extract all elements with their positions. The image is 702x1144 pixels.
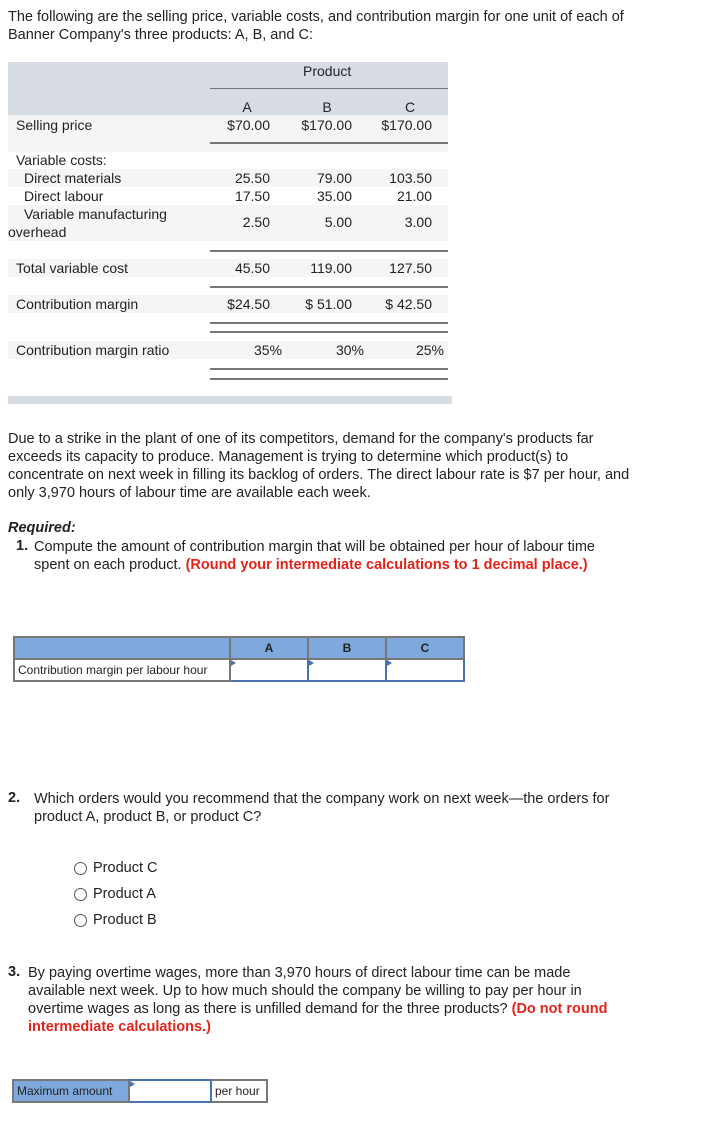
selling-price-label: Selling price — [16, 117, 93, 133]
vmo-label: Variable manufacturing — [24, 206, 167, 222]
radio-circle-icon[interactable] — [74, 914, 87, 927]
cm-per-hour-b-input[interactable] — [308, 659, 386, 681]
dl-b: 35.00 — [316, 188, 352, 204]
vmo-b: 5.00 — [324, 214, 352, 230]
radio-product-a[interactable] — [74, 886, 156, 902]
vmo-a: 2.50 — [242, 214, 270, 230]
max-amount-table — [12, 1079, 268, 1103]
max-amount-input[interactable] — [129, 1080, 211, 1102]
radio-product-c[interactable] — [74, 860, 157, 876]
cmr-c: 25% — [415, 342, 444, 358]
vmo-label-2: overhead — [8, 224, 67, 240]
q1-col-a: A — [230, 637, 308, 659]
col-b-header: B — [322, 99, 332, 115]
tvc-b: 119.00 — [310, 260, 352, 276]
contribution-margin-label: Contribution margin — [16, 296, 139, 312]
q1-number: 1. — [16, 538, 29, 554]
cm-per-hour-a-input[interactable] — [230, 659, 308, 681]
radio-product-b[interactable] — [74, 912, 157, 928]
cm-per-hour-table — [13, 636, 465, 682]
q1-question: Compute the amount of contribution margin that will be obtained per hour of labour time spent on each product. — [34, 539, 595, 573]
tvc-c: 127.50 — [389, 260, 432, 276]
vmo-c: 3.00 — [404, 214, 432, 230]
q1-note: (Round your intermediate calculations to 1 decimal place.) — [185, 557, 588, 573]
q2-text: Which orders would you recommend that the company work on next week—the orders for product A, product B, or product C? — [34, 791, 610, 825]
q3-text — [28, 964, 630, 1036]
q3-note: (Do not round intermediate calculations.) — [28, 1001, 608, 1035]
col-a-header: A — [242, 99, 252, 115]
direct-labour-label: Direct labour — [24, 188, 104, 204]
cm-a: $24.50 — [227, 296, 270, 312]
required-label: Required: — [8, 520, 76, 536]
cm-per-hour-label: Contribution margin per labour hour — [14, 659, 230, 681]
q1-col-c: C — [386, 637, 464, 659]
dm-c: 103.50 — [389, 170, 432, 186]
per-hour-label: per hour — [211, 1080, 267, 1102]
intro-text: The following are the selling price, variable costs, and contribution margin for one unit of each of Banner Company's three products: A, B, and C: — [8, 9, 624, 43]
dm-b: 79.00 — [316, 170, 352, 186]
q3-question: By paying overtime wages, more than 3,970 hours of direct labour time can be made available next week. Up to how much should the company be willing to pay per hour in overtime wages as long as there is unfilled demand for the three products? — [28, 965, 582, 1017]
cm-c: $ 42.50 — [385, 296, 432, 312]
cmr-b: 30% — [335, 342, 364, 358]
cmr-a: 35% — [253, 342, 282, 358]
col-c-header: C — [404, 99, 416, 115]
max-amount-label: Maximum amount — [13, 1080, 129, 1102]
radio-circle-icon[interactable] — [74, 862, 87, 875]
radio-label: Product B — [93, 912, 157, 928]
selling-price-a: $70.00 — [227, 117, 270, 133]
dm-a: 25.50 — [234, 170, 270, 186]
tvc-a: 45.50 — [234, 260, 270, 276]
total-variable-cost-label: Total variable cost — [16, 260, 129, 276]
radio-circle-icon[interactable] — [74, 888, 87, 901]
direct-materials-label: Direct materials — [24, 170, 122, 186]
product-group-header: Product — [303, 63, 352, 79]
cm-per-hour-c-input[interactable] — [386, 659, 464, 681]
table-footer-band — [8, 396, 452, 404]
cm-b: $ 51.00 — [305, 296, 352, 312]
scenario-text: Due to a strike in the plant of one of its competitors, demand for the company's products far exceeds its capacity to produce. Management is trying to determine which product(s) to concentrate on next week in filling its backlog of orders. The direct labour rate is $7 per hour, and only 3,970 hours of labour time are available each week. — [8, 431, 630, 501]
q3-number: 3. — [8, 964, 21, 980]
q1-text — [34, 538, 629, 574]
cm-ratio-label: Contribution margin ratio — [16, 342, 170, 358]
q1-col-b: B — [308, 637, 386, 659]
dl-a: 17.50 — [234, 188, 270, 204]
selling-price-b: $170.00 — [301, 117, 352, 133]
dl-c: 21.00 — [396, 188, 432, 204]
selling-price-c: $170.00 — [381, 117, 432, 133]
variable-costs-label: Variable costs: — [16, 152, 107, 168]
radio-label: Product A — [93, 886, 156, 902]
radio-label: Product C — [93, 860, 158, 876]
q2-number: 2. — [8, 790, 21, 806]
